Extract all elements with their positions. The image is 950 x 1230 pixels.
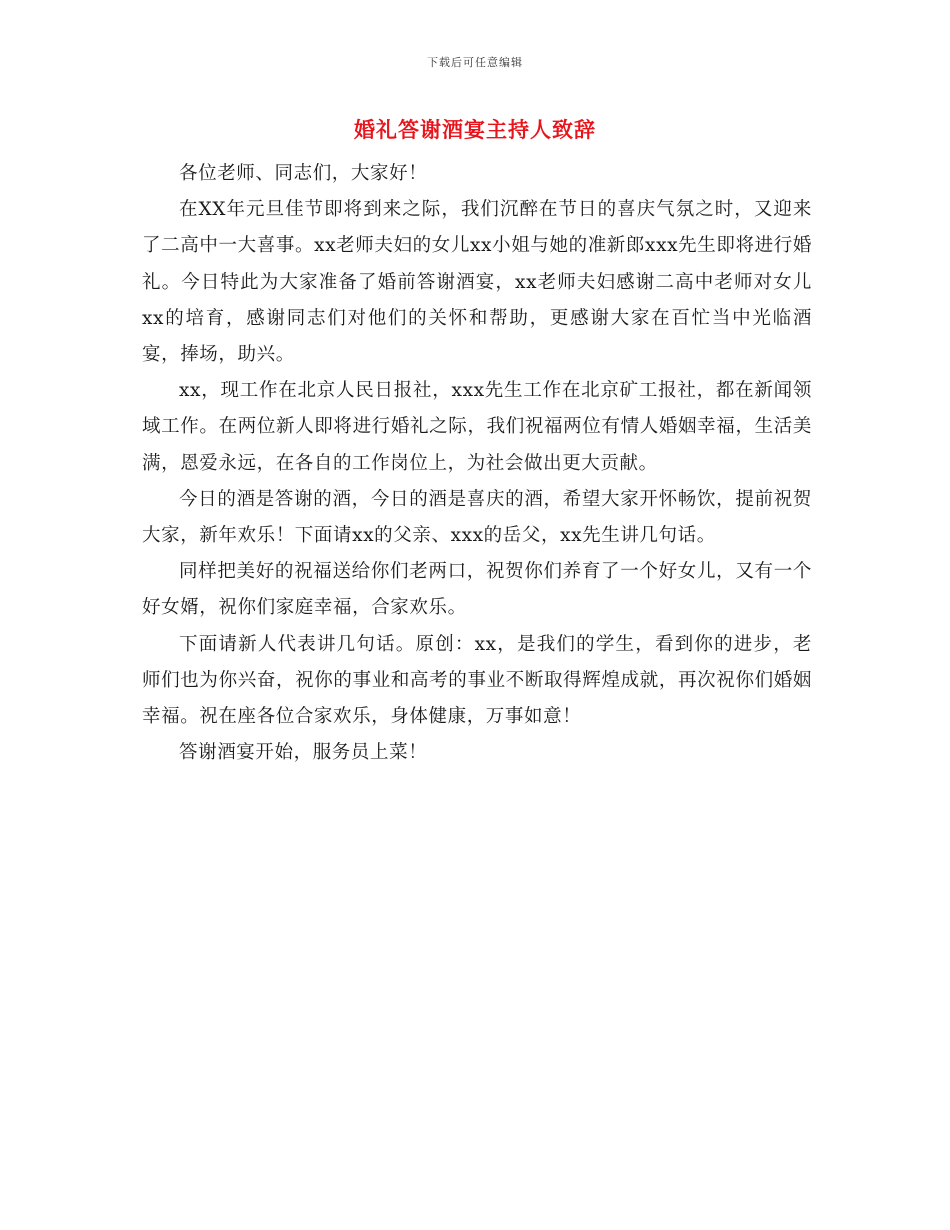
document-body: [142, 156, 812, 771]
paragraph-closing: 答谢酒宴开始，服务员上菜！: [179, 742, 428, 764]
paragraph: 同样把美好的祝福送给你们老两口，祝贺你们养育了一个好女儿，又有一个好女婿，祝你们家庭幸福，合家欢乐。: [142, 561, 812, 619]
header-note: 下载后可任意编辑: [427, 56, 523, 69]
paragraph: 今日的酒是答谢的酒，今日的酒是喜庆的酒，希望大家开怀畅饮，提前祝贺大家，新年欢乐！下面请xx的父亲、xxx的岳父，xx先生讲几句话。: [142, 488, 812, 547]
paragraph: 在XX年元旦佳节即将到来之际，我们沉醉在节日的喜庆气氛之时，又迎来了二高中一大喜事。xx老师夫妇的女儿xx小姐与她的准新郎xxx先生即将进行婚礼。今日特此为大家准备了婚前答谢酒宴，xx老师夫妇感谢二高中老师对女儿xx的培育，感谢同志们对他们的关怀和帮助，更感谢大家在百忙当中光临酒宴，捧场，助兴。: [142, 199, 812, 366]
paragraph: xx，现工作在北京人民日报社，xxx先生工作在北京矿工报社，都在新闻领域工作。在两位新人即将进行婚礼之际，我们祝福两位有情人婚姻幸福，生活美满，恩爱永远，在各自的工作岗位上，为社会做出更大贡献。: [142, 380, 812, 474]
paragraph-greeting: 各位老师、同志们，大家好！: [179, 163, 428, 184]
document-title: 婚礼答谢酒宴主持人致辞: [354, 117, 596, 142]
paragraph: 下面请新人代表讲几句话。原创：xx，是我们的学生，看到你的进步，老师们也为你兴奋，祝你的事业和高考的事业不断取得辉煌成就，再次祝你们婚姻幸福。祝在座各位合家欢乐，身体健康，万事如意！: [142, 633, 812, 728]
